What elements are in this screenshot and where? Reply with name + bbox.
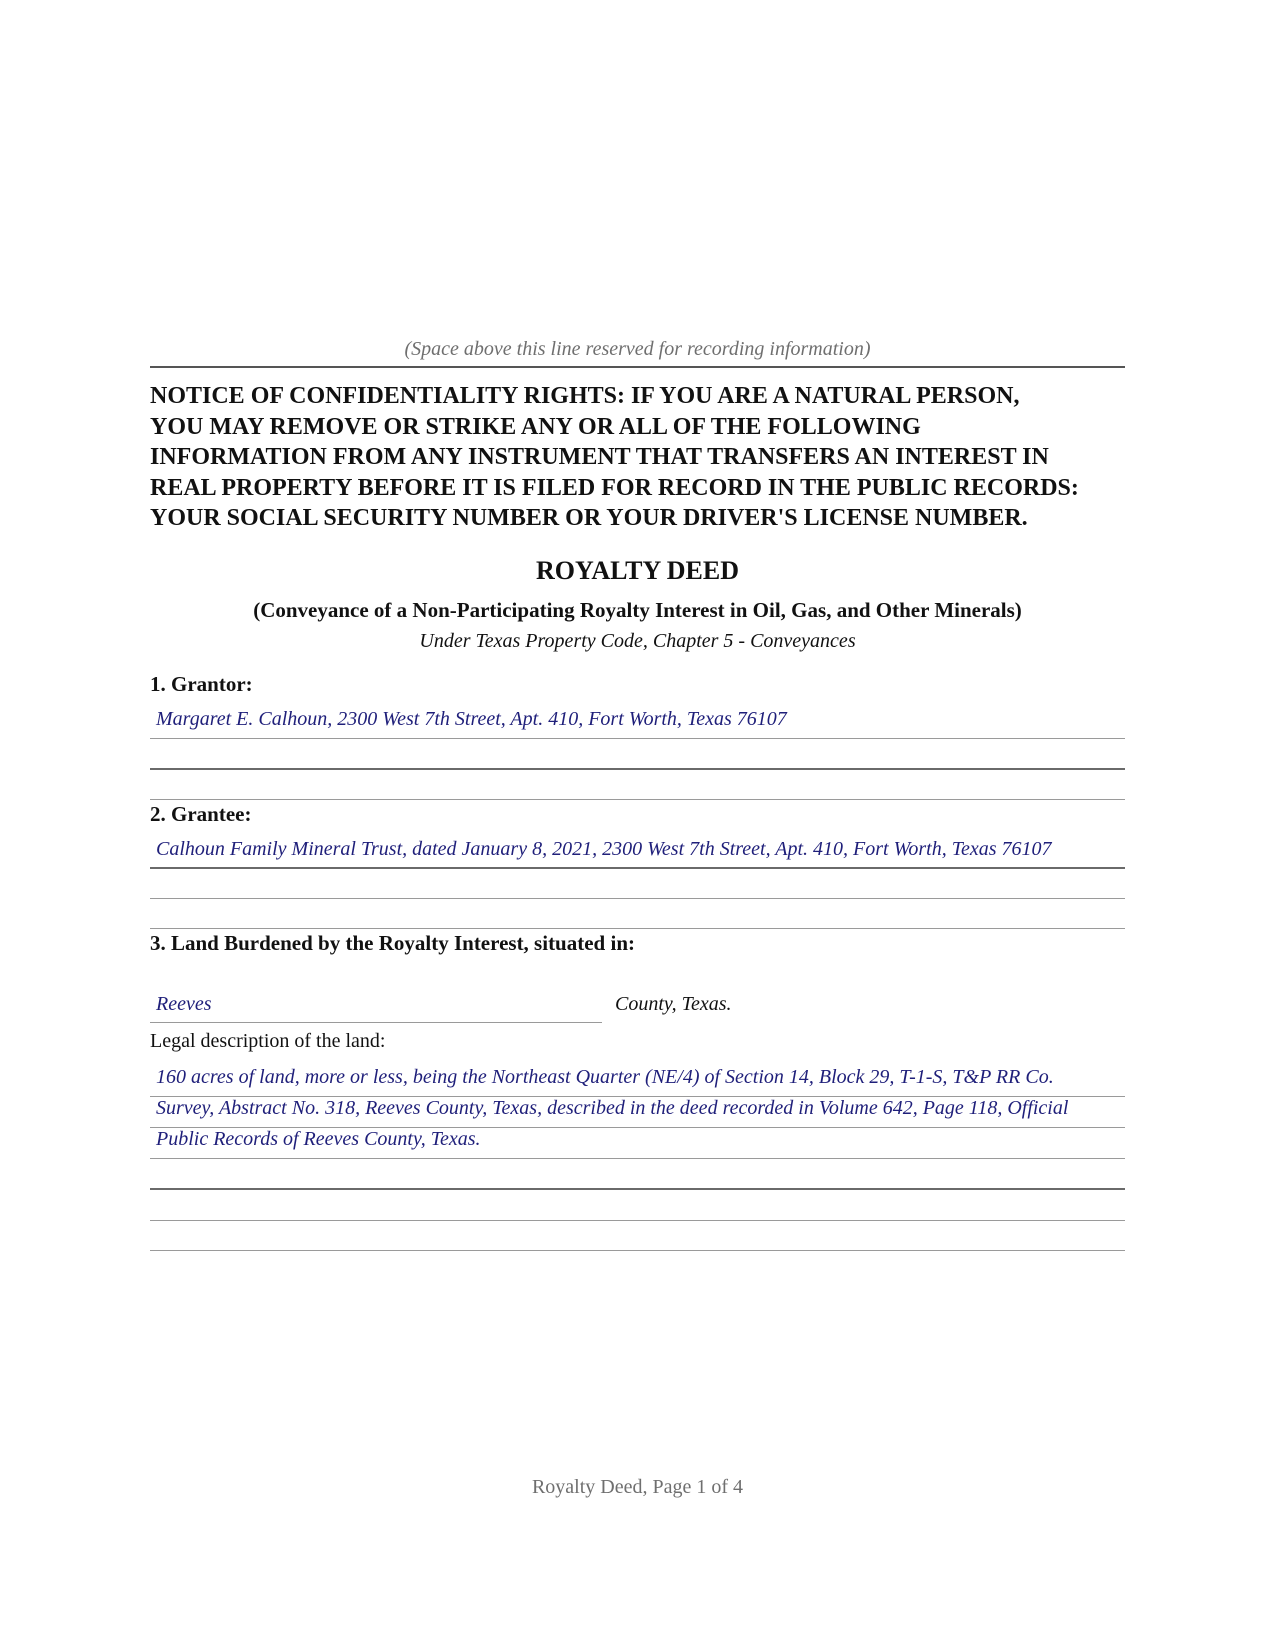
- grantee-line: [150, 928, 1125, 929]
- legal-line: [150, 1220, 1125, 1221]
- notice-line: YOUR SOCIAL SECURITY NUMBER OR YOUR DRIVER'S LICENSE NUMBER.: [150, 505, 1028, 531]
- legal-line: [150, 1250, 1125, 1251]
- grantor-line: [150, 799, 1125, 800]
- county-value: Reeves: [156, 993, 212, 1015]
- legal-line: [150, 1188, 1125, 1190]
- recording-divider: [150, 366, 1125, 368]
- legal-description-label: Legal description of the land:: [150, 1030, 386, 1052]
- notice-line: NOTICE OF CONFIDENTIALITY RIGHTS: IF YOU ARE A NATURAL PERSON,: [150, 383, 1020, 409]
- notice-line: YOU MAY REMOVE OR STRIKE ANY OR ALL OF THE FOLLOWING: [150, 413, 921, 440]
- statute-reference: Under Texas Property Code, Chapter 5 - Conveyances: [419, 630, 856, 652]
- county-suffix: County, Texas.: [615, 993, 732, 1015]
- county-line: [150, 1022, 602, 1023]
- grantee-line: [150, 867, 1125, 869]
- notice-line: REAL PROPERTY BEFORE IT IS FILED FOR RECORD IN THE PUBLIC RECORDS:: [150, 474, 1079, 501]
- grantor-value: Margaret E. Calhoun, 2300 West 7th Street, Apt. 410, Fort Worth, Texas 76107: [156, 708, 787, 730]
- land-label: 3. Land Burdened by the Royalty Interest, situated in:: [150, 931, 635, 955]
- grantor-line: [150, 768, 1125, 770]
- legal-description-line: Survey, Abstract No. 318, Reeves County, Texas, described in the deed recorded in Volume 642, Page 118, Official: [156, 1097, 1069, 1119]
- legal-line: [150, 1158, 1125, 1159]
- grantor-label: 1. Grantor:: [150, 672, 253, 696]
- legal-description-line: Public Records of Reeves County, Texas.: [156, 1128, 481, 1150]
- notice-line: INFORMATION FROM ANY INSTRUMENT THAT TRANSFERS AN INTEREST IN: [150, 444, 1049, 470]
- confidentiality-notice: [150, 381, 1125, 534]
- grantee-value: Calhoun Family Mineral Trust, dated January 8, 2021, 2300 West 7th Street, Apt. 410, Fort Worth, Texas 76107: [156, 838, 1052, 860]
- document-title: ROYALTY DEED: [535, 556, 739, 585]
- grantee-line: [150, 898, 1125, 899]
- grantor-line: [150, 738, 1125, 739]
- document-subtitle: (Conveyance of a Non-Participating Royalty Interest in Oil, Gas, and Other Minerals): [253, 598, 1022, 622]
- grantee-label: 2. Grantee:: [150, 802, 252, 826]
- page-footer: Royalty Deed, Page 1 of 4: [531, 1476, 744, 1498]
- legal-description-line: 160 acres of land, more or less, being the Northeast Quarter (NE/4) of Section 14, Block 29, T-1-S, T&P RR Co.: [156, 1066, 1054, 1088]
- recording-note: (Space above this line reserved for recording information): [404, 338, 871, 360]
